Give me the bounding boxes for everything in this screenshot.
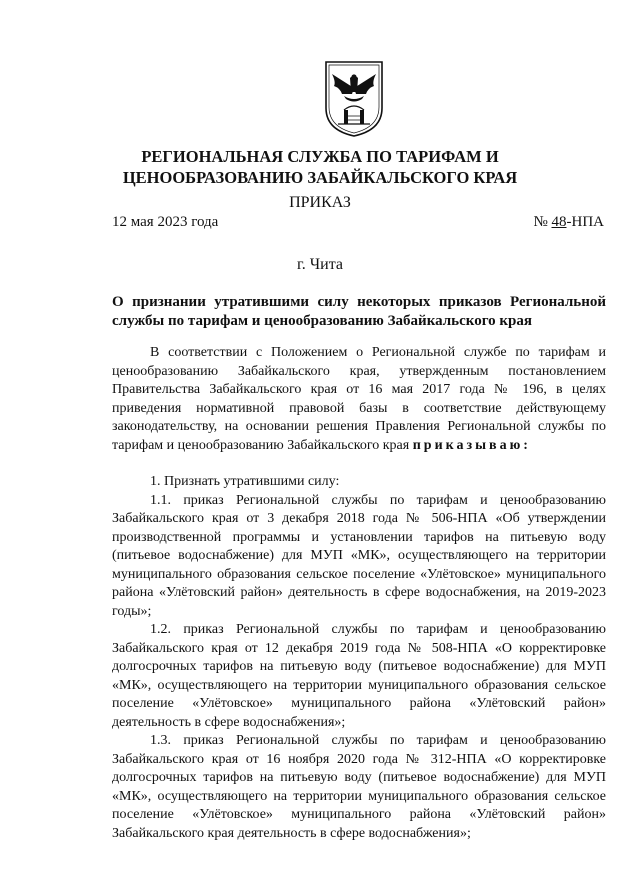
document-type: ПРИКАЗ bbox=[289, 194, 351, 211]
item-1-3: 1.3. приказ Региональной службы по тарифам и ценообразованию Забайкальского края от 16 ноября 2020 года № 312-НПА «О корректировке долгосрочных тарифов на питьевую воду (питьевое водоснабжение) для МУП «МК», осуществляющего на территории муниципального образования сельское поселение «Улётовское» муниципального района «Улётовский район» Забайкальского края деятельность в сфере водоснабжения»; bbox=[112, 733, 606, 841]
document-number bbox=[533, 214, 604, 231]
preamble-text: В соответствии с Положением о Региональной службе по тарифам и ценообразованию Забайкальского края, утвержденным постановлением Правительства Забайкальского края от 16 мая 2017 года № 196, в целях приведения нормативной правовой базы в соответствие действующему законодательству, на основании решения Правления Региональной службы по тарифам и ценообразованию Забайкальского края bbox=[112, 345, 606, 453]
document-city: г. Чита bbox=[296, 256, 343, 273]
document-number-value: 48 bbox=[551, 214, 567, 230]
organization-title-line1: РЕГИОНАЛЬНАЯ СЛУЖБА ПО ТАРИФАМ И bbox=[141, 147, 499, 166]
item-1: 1. Признать утратившими силу: bbox=[150, 474, 340, 489]
document-date: 12 мая 2023 года bbox=[112, 214, 219, 230]
item-1-2: 1.2. приказ Региональной службы по тарифам и ценообразованию Забайкальского края от 12 декабря 2019 года № 508-НПА «О корректировке долгосрочных тарифов на питьевую воду (питьевое водоснабжение) для МУП «МК», осуществляющего на территории муниципального образования сельское поселение «Улётовское» муниципального района «Улётовский район» деятельность в сфере водоснабжения»; bbox=[112, 622, 606, 730]
order-word: приказываю: bbox=[412, 437, 531, 453]
item-1-1: 1.1. приказ Региональной службы по тарифам и ценообразованию Забайкальского края от 3 декабря 2018 года № 506-НПА «Об утверждении производственной программы и установлении тарифов на питьевую воду (питьевое водоснабжение) для МУП «МК», осуществляющего на территории муниципального образования сельское поселение «Улётовское» муниципального района «Улётовский район» деятельность в сфере водоснабжения, на 2019-2023 годы»; bbox=[112, 492, 606, 619]
organization-title bbox=[100, 146, 540, 188]
document-number-prefix: № bbox=[533, 214, 552, 230]
document-body bbox=[112, 344, 606, 843]
organization-title-line2: ЦЕНООБРАЗОВАНИЮ ЗАБАЙКАЛЬСКОГО КРАЯ bbox=[122, 168, 518, 187]
preamble-paragraph bbox=[112, 344, 606, 455]
document-number-suffix: -НПА bbox=[566, 214, 604, 230]
coat-of-arms-eagle-icon bbox=[322, 58, 386, 138]
document-subject: О признании утратившими силу некоторых приказов Региональной службы по тарифам и ценообразованию Забайкальского края bbox=[112, 294, 606, 329]
